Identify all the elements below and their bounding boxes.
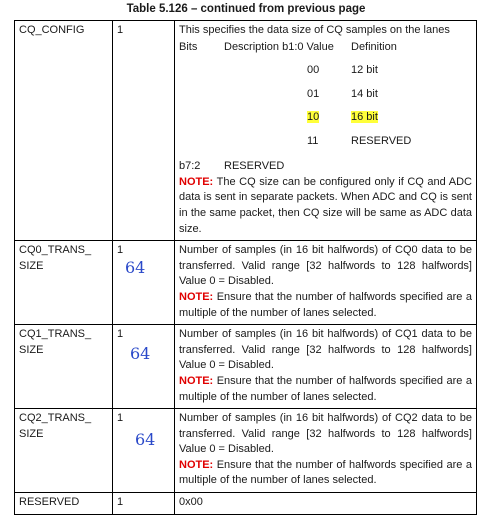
bits-row xyxy=(179,61,472,81)
handwritten-annotation: 64 xyxy=(135,429,156,449)
bits-header xyxy=(179,40,472,56)
note-text: Ensure that the number of halfwords specified are a multiple of the number of lanes selected. xyxy=(179,458,472,487)
bits-definition: RESERVED xyxy=(351,134,412,147)
table-row xyxy=(15,325,477,409)
bits-row xyxy=(179,108,472,128)
description-intro: This specifies the data size of CQ samples on the lanes xyxy=(179,24,450,36)
bits-header-description: Description b1:0 Value xyxy=(224,40,334,53)
field-size: 1 64 xyxy=(113,325,175,409)
field-size: 1 64 xyxy=(113,409,175,493)
field-description: 0x00 xyxy=(175,493,477,515)
note-label: NOTE: xyxy=(179,290,214,303)
field-description xyxy=(175,325,477,409)
note-label: NOTE: xyxy=(179,374,214,387)
field-size: 1 xyxy=(113,21,175,241)
bits-value: 01 xyxy=(307,87,320,100)
bits-definition: 14 bit xyxy=(351,87,378,100)
note-text: Ensure that the number of halfwords specified are a multiple of the number of lanes selected. xyxy=(179,374,472,403)
field-name: CQ0_TRANS_ SIZE xyxy=(15,241,113,325)
note xyxy=(179,290,472,321)
note xyxy=(179,374,472,405)
reserved-bits: b7:2 xyxy=(179,160,201,173)
reserved-label: RESERVED xyxy=(224,160,285,173)
description-text: Number of samples (in 16 bit halfwords) of CQ1 data to be transferred. Valid range [32 halfwords to 128 halfwords] Value 0 = Disabled. xyxy=(179,328,472,372)
field-description xyxy=(175,241,477,325)
bits-row xyxy=(179,85,472,105)
bits-value-highlighted: 10 xyxy=(307,111,320,124)
bits-definition: 12 bit xyxy=(351,64,378,77)
handwritten-annotation: 64 xyxy=(130,343,151,363)
handwritten-annotation: 64 xyxy=(125,257,146,277)
table-row xyxy=(15,21,477,241)
register-table xyxy=(14,20,477,515)
table-caption: Table 5.126 – continued from previous page xyxy=(126,3,366,15)
field-size: 1 xyxy=(113,493,175,515)
field-description xyxy=(175,21,477,241)
field-name: CQ1_TRANS_ SIZE xyxy=(15,325,113,409)
description-text: Number of samples (in 16 bit halfwords) of CQ2 data to be transferred. Valid range [32 halfwords to 128 halfwords] Value 0 = Disabled. xyxy=(179,412,472,456)
note-label: NOTE: xyxy=(179,175,214,188)
note-text: The CQ size can be configured only if CQ and ADC data is sent in separate packets. When ADC and CQ is sent in the same packet, then CQ size will be same as ADC data size. xyxy=(179,175,472,235)
bits-definition-highlighted: 16 bit xyxy=(351,111,378,124)
bits-value: 00 xyxy=(307,64,320,77)
field-name: CQ2_TRANS_ SIZE xyxy=(15,409,113,493)
note xyxy=(179,175,472,237)
table-row xyxy=(15,493,477,515)
note-label: NOTE: xyxy=(179,458,214,471)
field-size: 1 64 xyxy=(113,241,175,325)
field-name: RESERVED xyxy=(15,493,113,515)
bits-header-definition: Definition xyxy=(351,40,397,53)
description-text: Number of samples (in 16 bit halfwords) of CQ0 data to be transferred. Valid range [32 halfwords to 128 halfwords] Value 0 = Disabled. xyxy=(179,244,472,288)
note-text: Ensure that the number of halfwords specified are a multiple of the number of lanes selected. xyxy=(179,290,472,319)
bits-header-bits: Bits xyxy=(179,40,198,53)
bits-row xyxy=(179,132,472,152)
reserved-bits-line xyxy=(179,159,472,175)
bits-value: 11 xyxy=(307,134,319,147)
field-name: CQ_CONFIG xyxy=(15,21,113,241)
note xyxy=(179,458,472,489)
table-row xyxy=(15,241,477,325)
